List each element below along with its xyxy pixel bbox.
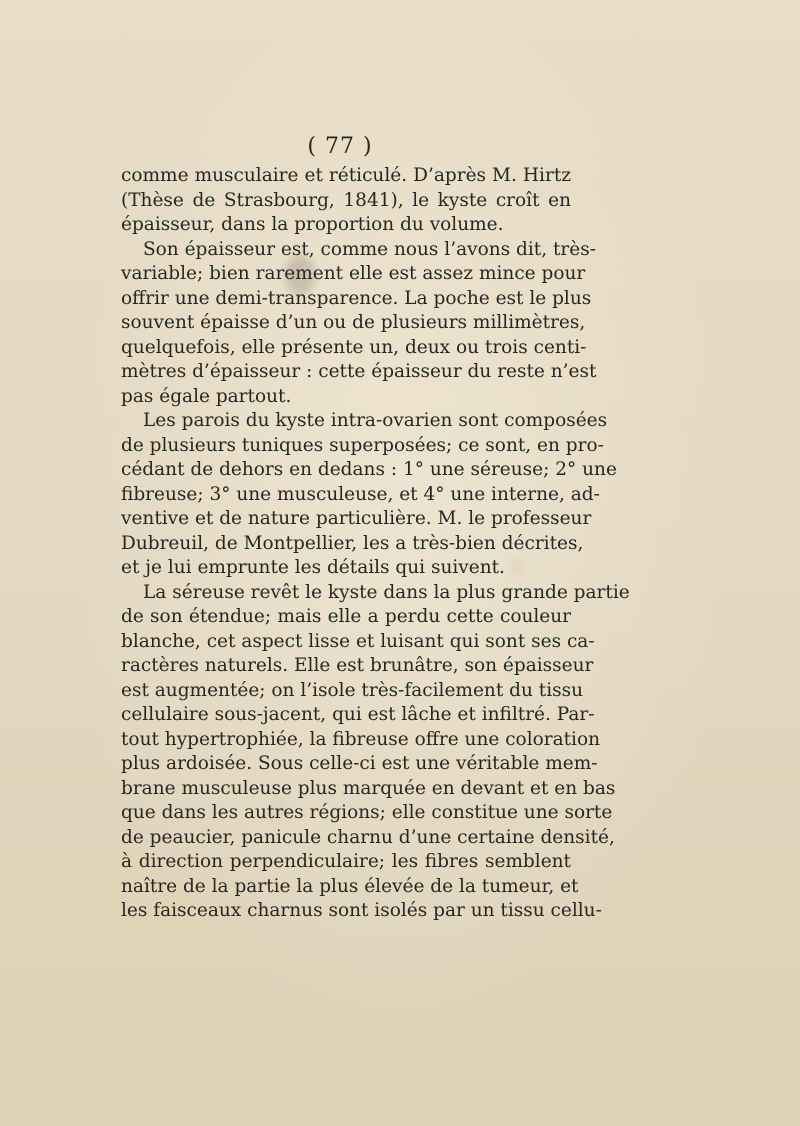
text-line: à direction perpendiculaire; les fibres semblent bbox=[121, 851, 571, 872]
text-line: variable; bien rarement elle est assez mince pour bbox=[121, 263, 586, 284]
text-line: La séreuse revêt le kyste dans la plus grande partie bbox=[143, 581, 630, 603]
text-line: brane musculeuse plus marquée en devant et en bas bbox=[121, 777, 616, 799]
text-line: (Thèse de Strasbourg, 1841), le kyste croît en bbox=[121, 189, 571, 211]
page-number: ( 77 ) bbox=[307, 134, 373, 159]
text-line: tout hypertrophiée, la fibreuse offre une coloration bbox=[121, 728, 601, 750]
text-line: mètres d’épaisseur : cette épaisseur du reste n’est bbox=[121, 361, 597, 382]
text-line: est augmentée; on l’isole très-facilement du tissu bbox=[121, 679, 584, 701]
text-line: naître de la partie la plus élevée de la tumeur, et bbox=[121, 875, 579, 897]
text-line: de son étendue; mais elle a perdu cette couleur bbox=[121, 606, 571, 627]
text-line: Dubreuil, de Montpellier, les a très-bien décrites, bbox=[121, 532, 584, 554]
text-line: cédant de dehors en dedans : 1° une séreuse; 2° une bbox=[121, 459, 617, 480]
text-line: cellulaire sous-jacent, qui est lâche et infiltré. Par- bbox=[121, 704, 595, 725]
text-line: de peaucier, panicule charnu d’une certaine densité, bbox=[121, 826, 615, 848]
text-line: Son épaisseur est, comme nous l’avons dit, très- bbox=[143, 238, 596, 260]
body-text bbox=[121, 164, 630, 924]
text-line: ventive et de nature particulière. M. le professeur bbox=[121, 508, 592, 529]
text-line: et je lui emprunte les détails qui suivent. bbox=[121, 557, 505, 578]
text-line: plus ardoisée. Sous celle-ci est une véritable mem- bbox=[121, 753, 598, 774]
text-line: quelquefois, elle présente un, deux ou trois centi- bbox=[121, 336, 587, 358]
text-line: les faisceaux charnus sont isolés par un tissu cellu- bbox=[121, 900, 602, 921]
text-line: souvent épaisse d’un ou de plusieurs millimètres, bbox=[121, 312, 586, 333]
text-line: de plusieurs tuniques superposées; ce sont, en pro- bbox=[121, 434, 604, 456]
text-line: ractères naturels. Elle est brunâtre, son épaisseur bbox=[121, 655, 594, 676]
text-line: fibreuse; 3° une musculeuse, et 4° une interne, ad- bbox=[121, 483, 600, 505]
text-line: comme musculaire et réticulé. D’après M. Hirtz bbox=[121, 165, 571, 186]
text-line: épaisseur, dans la proportion du volume. bbox=[121, 214, 504, 235]
text-line: pas égale partout. bbox=[121, 385, 292, 407]
text-line: blanche, cet aspect lisse et luisant qui sont ses ca- bbox=[121, 630, 595, 652]
text-line: que dans les autres régions; elle constitue une sorte bbox=[121, 802, 613, 823]
text-line: Les parois du kyste intra-ovarien sont composées bbox=[143, 410, 608, 431]
text-line: offrir une demi-transparence. La poche est le plus bbox=[121, 287, 592, 309]
